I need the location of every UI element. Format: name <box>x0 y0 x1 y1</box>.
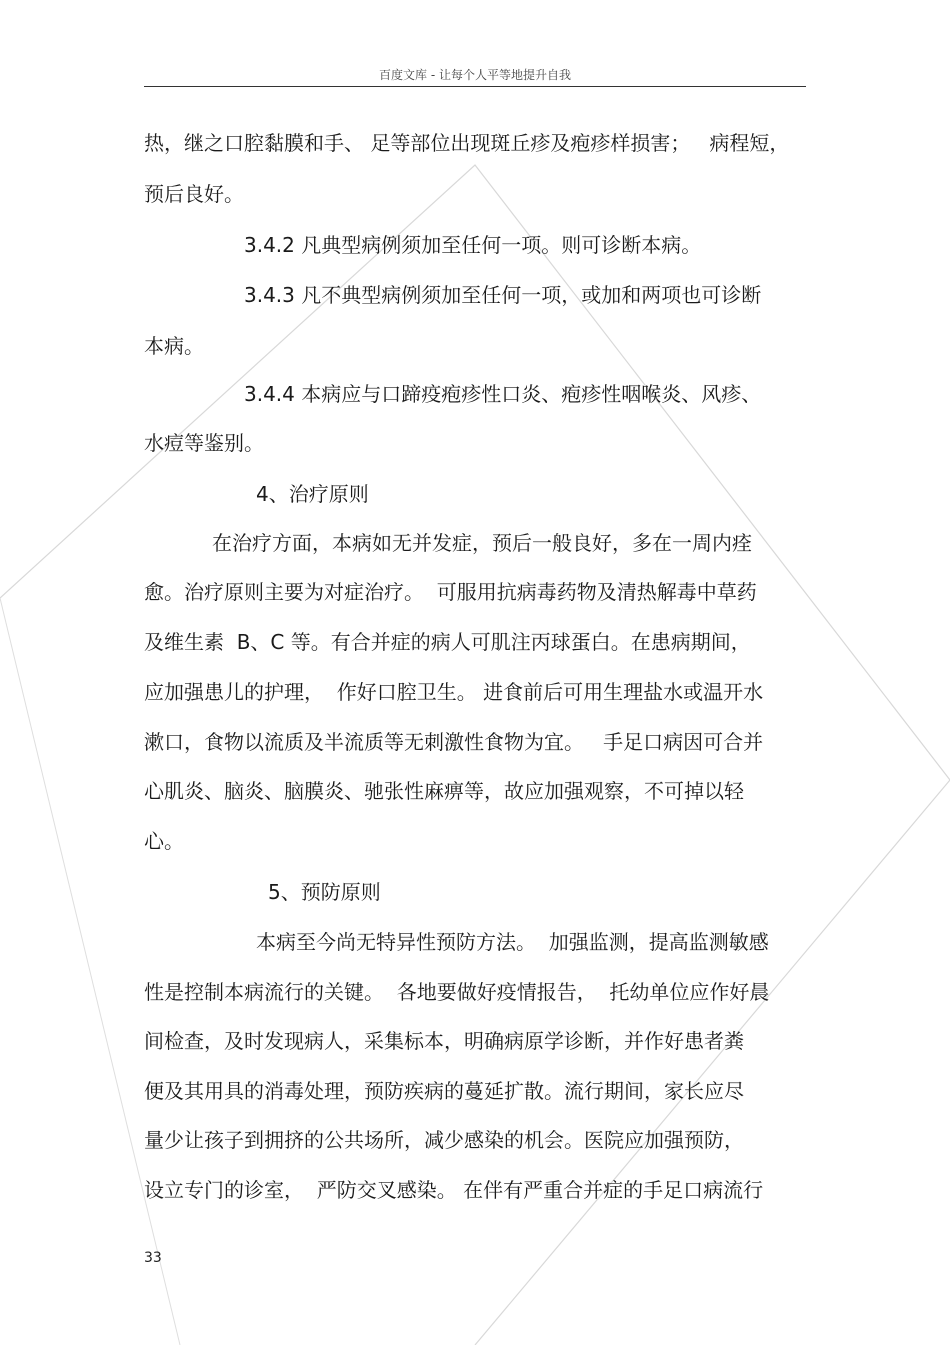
page-header: 百度文库 - 让每个人平等地提升自我 <box>379 68 571 82</box>
body-line: 3.4.3 凡不典型病例须加至任何一项，或加和两项也可诊断 <box>244 283 762 307</box>
body-line: 本病。 <box>144 334 204 358</box>
body-line: 热，继之口腔黏膜和手、 足等部位出现斑丘疹及疱疹样损害； 病程短， <box>144 131 790 155</box>
body-line: 在治疗方面，本病如无并发症，预后一般良好，多在一周内痊 <box>212 531 752 555</box>
body-line: 及维生素 B、C 等。有合并症的病人可肌注丙球蛋白。在患病期间， <box>144 630 751 654</box>
header-rule <box>144 86 806 87</box>
body-line: 心肌炎、脑炎、脑膜炎、驰张性麻痹等，故应加强观察，不可掉以轻 <box>144 779 744 803</box>
section-heading: 5、预防原则 <box>268 880 381 904</box>
body-line: 漱口，食物以流质及半流质等无刺激性食物为宜。 手足口病因可合并 <box>144 730 764 754</box>
body-line: 愈。治疗原则主要为对症治疗。 可服用抗病毒药物及清热解毒中草药 <box>144 580 757 604</box>
body-line: 量少让孩子到拥挤的公共场所，减少感染的机会。医院应加强预防， <box>144 1128 744 1152</box>
body-line: 心。 <box>144 829 184 853</box>
body-line: 3.4.2 凡典型病例须加至任何一项。则可诊断本病。 <box>244 233 702 257</box>
page-number: 33 <box>144 1250 162 1266</box>
body-line: 间检查，及时发现病人，采集标本，明确病原学诊断，并作好患者粪 <box>144 1029 744 1053</box>
body-line: 便及其用具的消毒处理，预防疾病的蔓延扩散。流行期间，家长应尽 <box>144 1079 744 1103</box>
body-line: 水痘等鉴别。 <box>144 431 264 455</box>
body-line: 性是控制本病流行的关键。 各地要做好疫情报告， 托幼单位应作好晨 <box>144 980 770 1004</box>
body-line: 本病至今尚无特异性预防方法。 加强监测，提高监测敏感 <box>256 930 769 954</box>
body-line: 设立专门的诊室， 严防交叉感染。 在伴有严重合并症的手足口病流行 <box>144 1178 764 1202</box>
section-heading: 4、治疗原则 <box>256 482 369 506</box>
body-line: 预后良好。 <box>144 182 244 206</box>
body-line: 3.4.4 本病应与口蹄疫疱疹性口炎、疱疹性咽喉炎、风疹、 <box>244 382 762 406</box>
body-line: 应加强患儿的护理， 作好口腔卫生。 进食前后可用生理盐水或温开水 <box>144 680 764 704</box>
